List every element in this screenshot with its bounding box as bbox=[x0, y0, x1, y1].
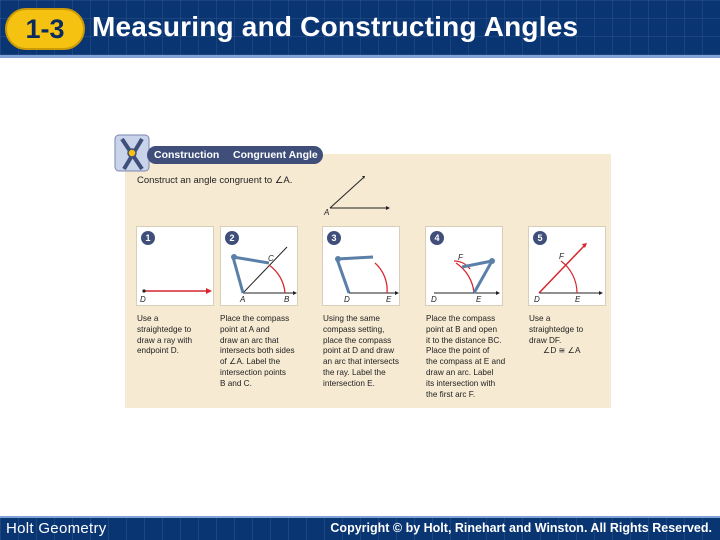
step-2-number: 2 bbox=[225, 231, 239, 245]
step-5-number: 5 bbox=[533, 231, 547, 245]
caption-line: an arc that intersects bbox=[323, 357, 399, 367]
caption-line: of ∠A. Label the bbox=[220, 357, 281, 367]
step-2-label-c: C bbox=[268, 254, 274, 263]
construction-name: Congruent Angle bbox=[233, 149, 318, 161]
caption-line: draw a ray with bbox=[137, 335, 193, 345]
lesson-badge bbox=[5, 8, 85, 50]
step-1-caption bbox=[137, 314, 221, 357]
step-1-label-d: D bbox=[140, 295, 146, 304]
caption-line: point at B and open bbox=[426, 324, 498, 334]
footer-course-name: Holt Geometry bbox=[6, 520, 107, 537]
step-4-label-f: F bbox=[458, 253, 463, 262]
step-1-number: 1 bbox=[141, 231, 155, 245]
step-5-label-f: F bbox=[559, 252, 564, 261]
footer-stripe bbox=[0, 516, 720, 518]
caption-line: the ray. Label the bbox=[323, 367, 386, 377]
footer-copyright: Copyright © by Holt, Rinehart and Winston. All Rights Reserved. bbox=[330, 521, 712, 535]
caption-line: B and C. bbox=[220, 378, 252, 388]
step-4-number: 4 bbox=[430, 231, 444, 245]
step-5-label-d: D bbox=[534, 295, 540, 304]
step-2-label-a: A bbox=[240, 295, 246, 304]
caption-line: endpoint D. bbox=[137, 346, 179, 356]
caption-line: the compass at E and bbox=[426, 357, 506, 367]
caption-line: point at A and bbox=[220, 324, 270, 334]
step-3-number: 3 bbox=[327, 231, 341, 245]
caption-line: straightedge to bbox=[137, 324, 192, 334]
step-5-label-e: E bbox=[575, 295, 581, 304]
caption-line: Place the compass bbox=[220, 314, 290, 323]
step-2-diagram bbox=[221, 227, 299, 307]
caption-line: intersects both sides bbox=[220, 346, 295, 356]
step-4-label-d: D bbox=[431, 295, 437, 304]
step-3-label-d: D bbox=[344, 295, 350, 304]
caption-line: draw DF. bbox=[529, 335, 562, 345]
step-3-label-e: E bbox=[386, 295, 392, 304]
caption-line: draw an arc that bbox=[220, 335, 279, 345]
caption-line: the first arc F. bbox=[426, 389, 476, 399]
caption-line: it to the distance BC. bbox=[426, 335, 502, 345]
construction-tag: Construction bbox=[154, 149, 220, 161]
slide-title: Measuring and Constructing Angles bbox=[92, 11, 579, 42]
caption-line: Using the same bbox=[323, 314, 380, 323]
caption-line: Use a bbox=[137, 314, 159, 323]
caption-line: Place the compass bbox=[426, 314, 496, 323]
given-angle-label: A bbox=[324, 208, 330, 217]
title-bar-stripe bbox=[0, 55, 720, 58]
step-1-diagram bbox=[137, 227, 215, 307]
given-angle-diagram bbox=[318, 168, 392, 218]
step-3-panel bbox=[322, 226, 400, 306]
caption-line: compass setting, bbox=[323, 324, 385, 334]
caption-line: ∠D ≅ ∠A bbox=[543, 346, 581, 356]
step-2-caption bbox=[220, 314, 304, 390]
step-3-caption bbox=[323, 314, 419, 390]
step-2-panel bbox=[220, 226, 298, 306]
caption-line: draw an arc. Label bbox=[426, 367, 494, 377]
footer-bar bbox=[0, 516, 720, 540]
step-3-diagram bbox=[323, 227, 401, 307]
step-1-panel bbox=[136, 226, 214, 306]
compass-logo-icon bbox=[112, 131, 152, 175]
step-5-diagram bbox=[529, 227, 607, 307]
step-4-diagram bbox=[426, 227, 504, 307]
step-5-panel bbox=[528, 226, 606, 306]
step-4-caption bbox=[426, 314, 522, 400]
caption-line: Place the point of bbox=[426, 346, 490, 356]
caption-line: Use a bbox=[529, 314, 551, 323]
caption-line: its intersection with bbox=[426, 378, 496, 388]
caption-line: straightedge to bbox=[529, 324, 584, 334]
step-4-label-e: E bbox=[476, 295, 482, 304]
construction-instruction: Construct an angle congruent to ∠A. bbox=[137, 175, 293, 186]
step-2-label-b: B bbox=[284, 295, 290, 304]
caption-line: place the compass bbox=[323, 335, 392, 345]
caption-line: intersection E. bbox=[323, 378, 375, 388]
step-4-panel bbox=[425, 226, 503, 306]
step-5-caption bbox=[529, 314, 609, 357]
title-bar bbox=[0, 0, 720, 58]
lesson-number: 1-3 bbox=[25, 13, 65, 44]
caption-line: intersection points bbox=[220, 367, 286, 377]
caption-line: point at D and draw bbox=[323, 346, 395, 356]
